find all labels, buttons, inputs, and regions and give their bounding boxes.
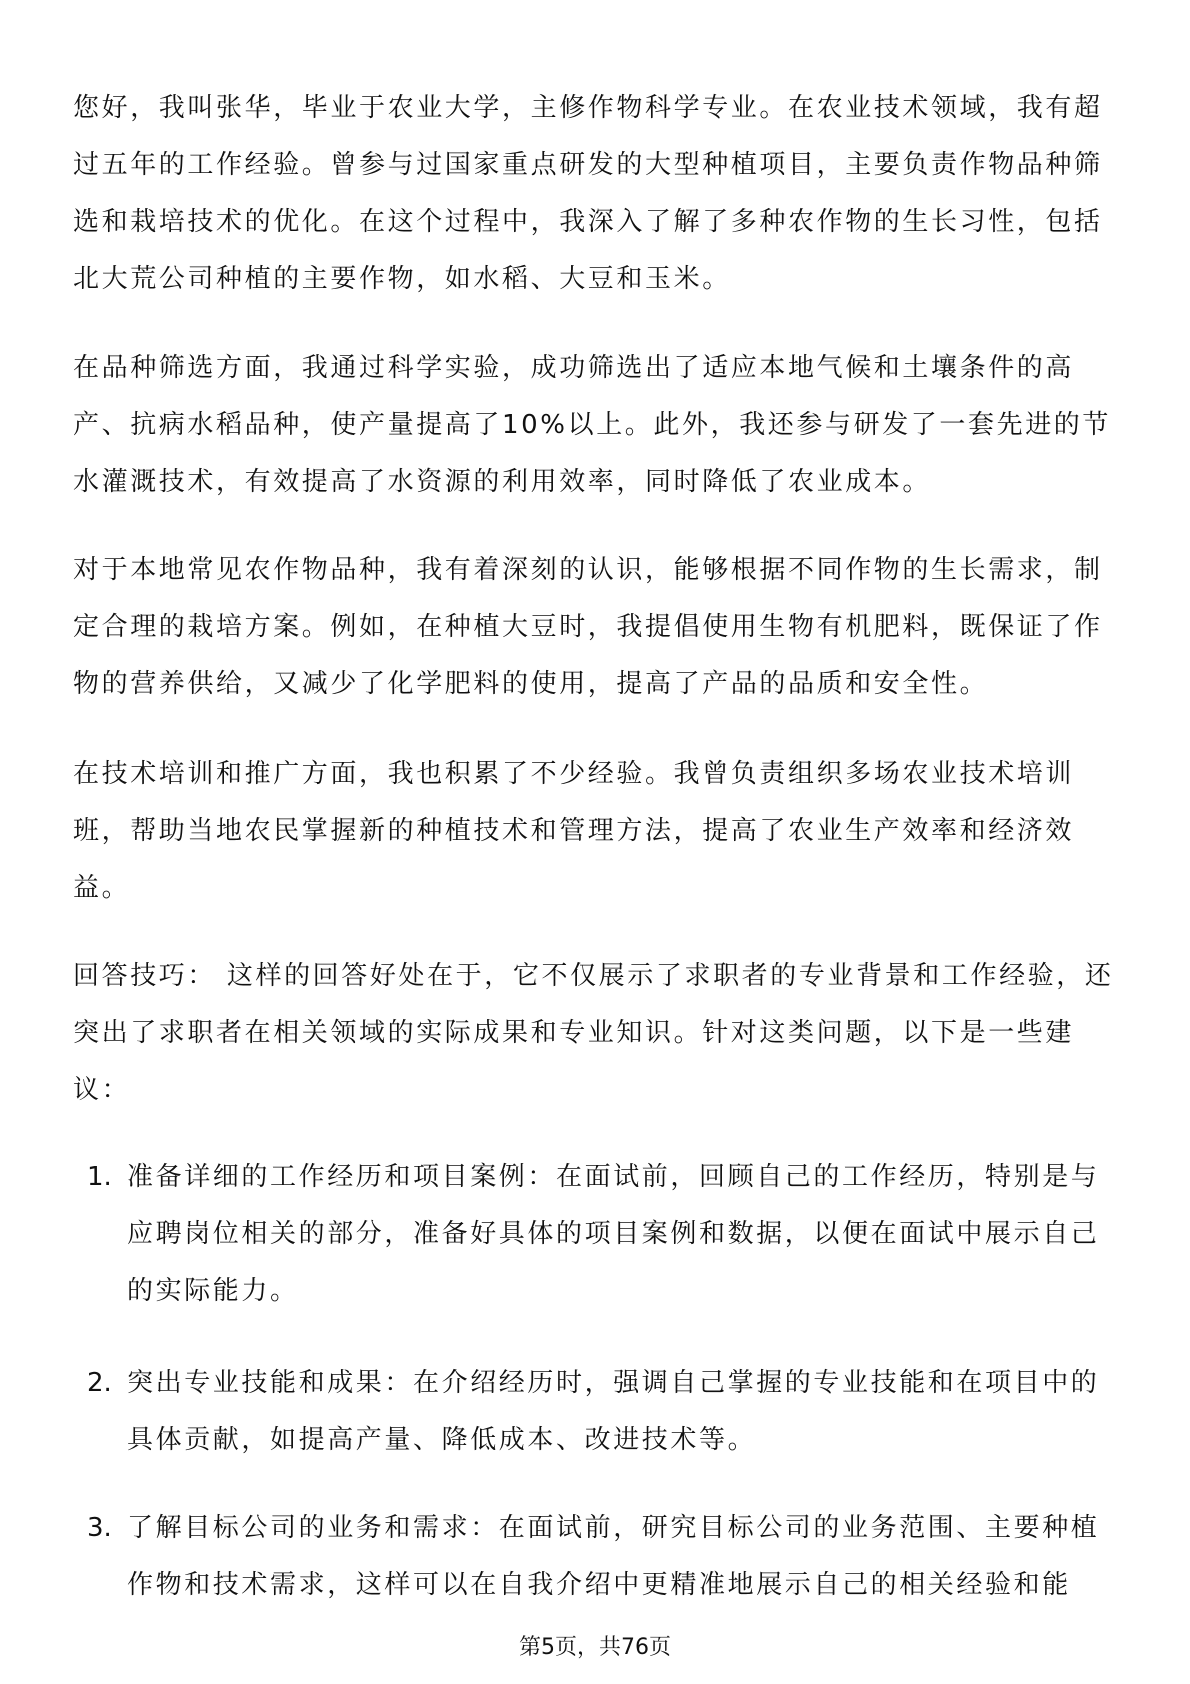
list-number: 3.	[87, 1513, 112, 1543]
text-line: 的实际能力。	[127, 1276, 299, 1306]
text-line: 在技术培训和推广方面，我也积累了不少经验。我曾负责组织多场农业技术培训	[73, 759, 1075, 789]
text-line: 北大荒公司种植的主要作物，如水稻、大豆和玉米。	[73, 264, 731, 294]
text-line: 议：	[73, 1075, 131, 1105]
list-number: 1.	[87, 1162, 112, 1192]
text-line: 具体贡献，如提高产量、降低成本、改进技术等。	[127, 1425, 757, 1455]
paragraph	[73, 80, 1173, 308]
text-line: 定合理的栽培方案。例如，在种植大豆时，我提倡使用生物有机肥料，既保证了作	[73, 612, 1103, 642]
text-line: 在品种筛选方面，我通过科学实验，成功筛选出了适应本地气候和土壤条件的高	[73, 353, 1075, 383]
text-line: 班，帮助当地农民掌握新的种植技术和管理方法，提高了农业生产效率和经济效	[73, 816, 1075, 846]
text-line: 突出了求职者在相关领域的实际成果和专业知识。针对这类问题，以下是一些建	[73, 1018, 1075, 1048]
text-line: 过五年的工作经验。曾参与过国家重点研发的大型种植项目，主要负责作物品种筛	[73, 150, 1103, 180]
paragraph	[73, 340, 1173, 511]
list-number: 2.	[87, 1368, 112, 1398]
text-line: 回答技巧： 这样的回答好处在于，它不仅展示了求职者的专业背景和工作经验，还	[73, 961, 1114, 991]
text-line: 应聘岗位相关的部分，准备好具体的项目案例和数据，以便在面试中展示自己	[127, 1219, 1100, 1249]
paragraph	[73, 746, 1173, 917]
paragraph	[73, 542, 1173, 713]
text-line: 物的营养供给，又减少了化学肥料的使用，提高了产品的品质和安全性。	[73, 669, 989, 699]
text-line: 了解目标公司的业务和需求：在面试前，研究目标公司的业务范围、主要种植	[127, 1513, 1100, 1543]
text-line: 准备详细的工作经历和项目案例：在面试前，回顾自己的工作经历，特别是与	[127, 1162, 1100, 1192]
text-line: 水灌溉技术，有效提高了水资源的利用效率，同时降低了农业成本。	[73, 467, 932, 497]
list-item-text	[127, 1500, 1099, 1614]
text-line: 选和栽培技术的优化。在这个过程中，我深入了解了多种农作物的生长习性，包括	[73, 207, 1103, 237]
text-line: 您好，我叫张华，毕业于农业大学，主修作物科学专业。在农业技术领域，我有超	[73, 93, 1103, 123]
text-line: 突出专业技能和成果：在介绍经历时，强调自己掌握的专业技能和在项目中的	[127, 1368, 1100, 1398]
list-item-text	[127, 1355, 1099, 1469]
text-line: 产、抗病水稻品种，使产量提高了10%以上。此外，我还参与研发了一套先进的节	[73, 410, 1111, 440]
text-line: 益。	[73, 873, 131, 903]
text-line: 对于本地常见农作物品种，我有着深刻的认识，能够根据不同作物的生长需求，制	[73, 555, 1103, 585]
paragraph	[73, 948, 1173, 1119]
text-line: 作物和技术需求，这样可以在自我介绍中更精准地展示自己的相关经验和能	[127, 1570, 1071, 1600]
page-footer: 第5页，共76页	[519, 1635, 671, 1660]
list-item-text	[127, 1149, 1099, 1320]
